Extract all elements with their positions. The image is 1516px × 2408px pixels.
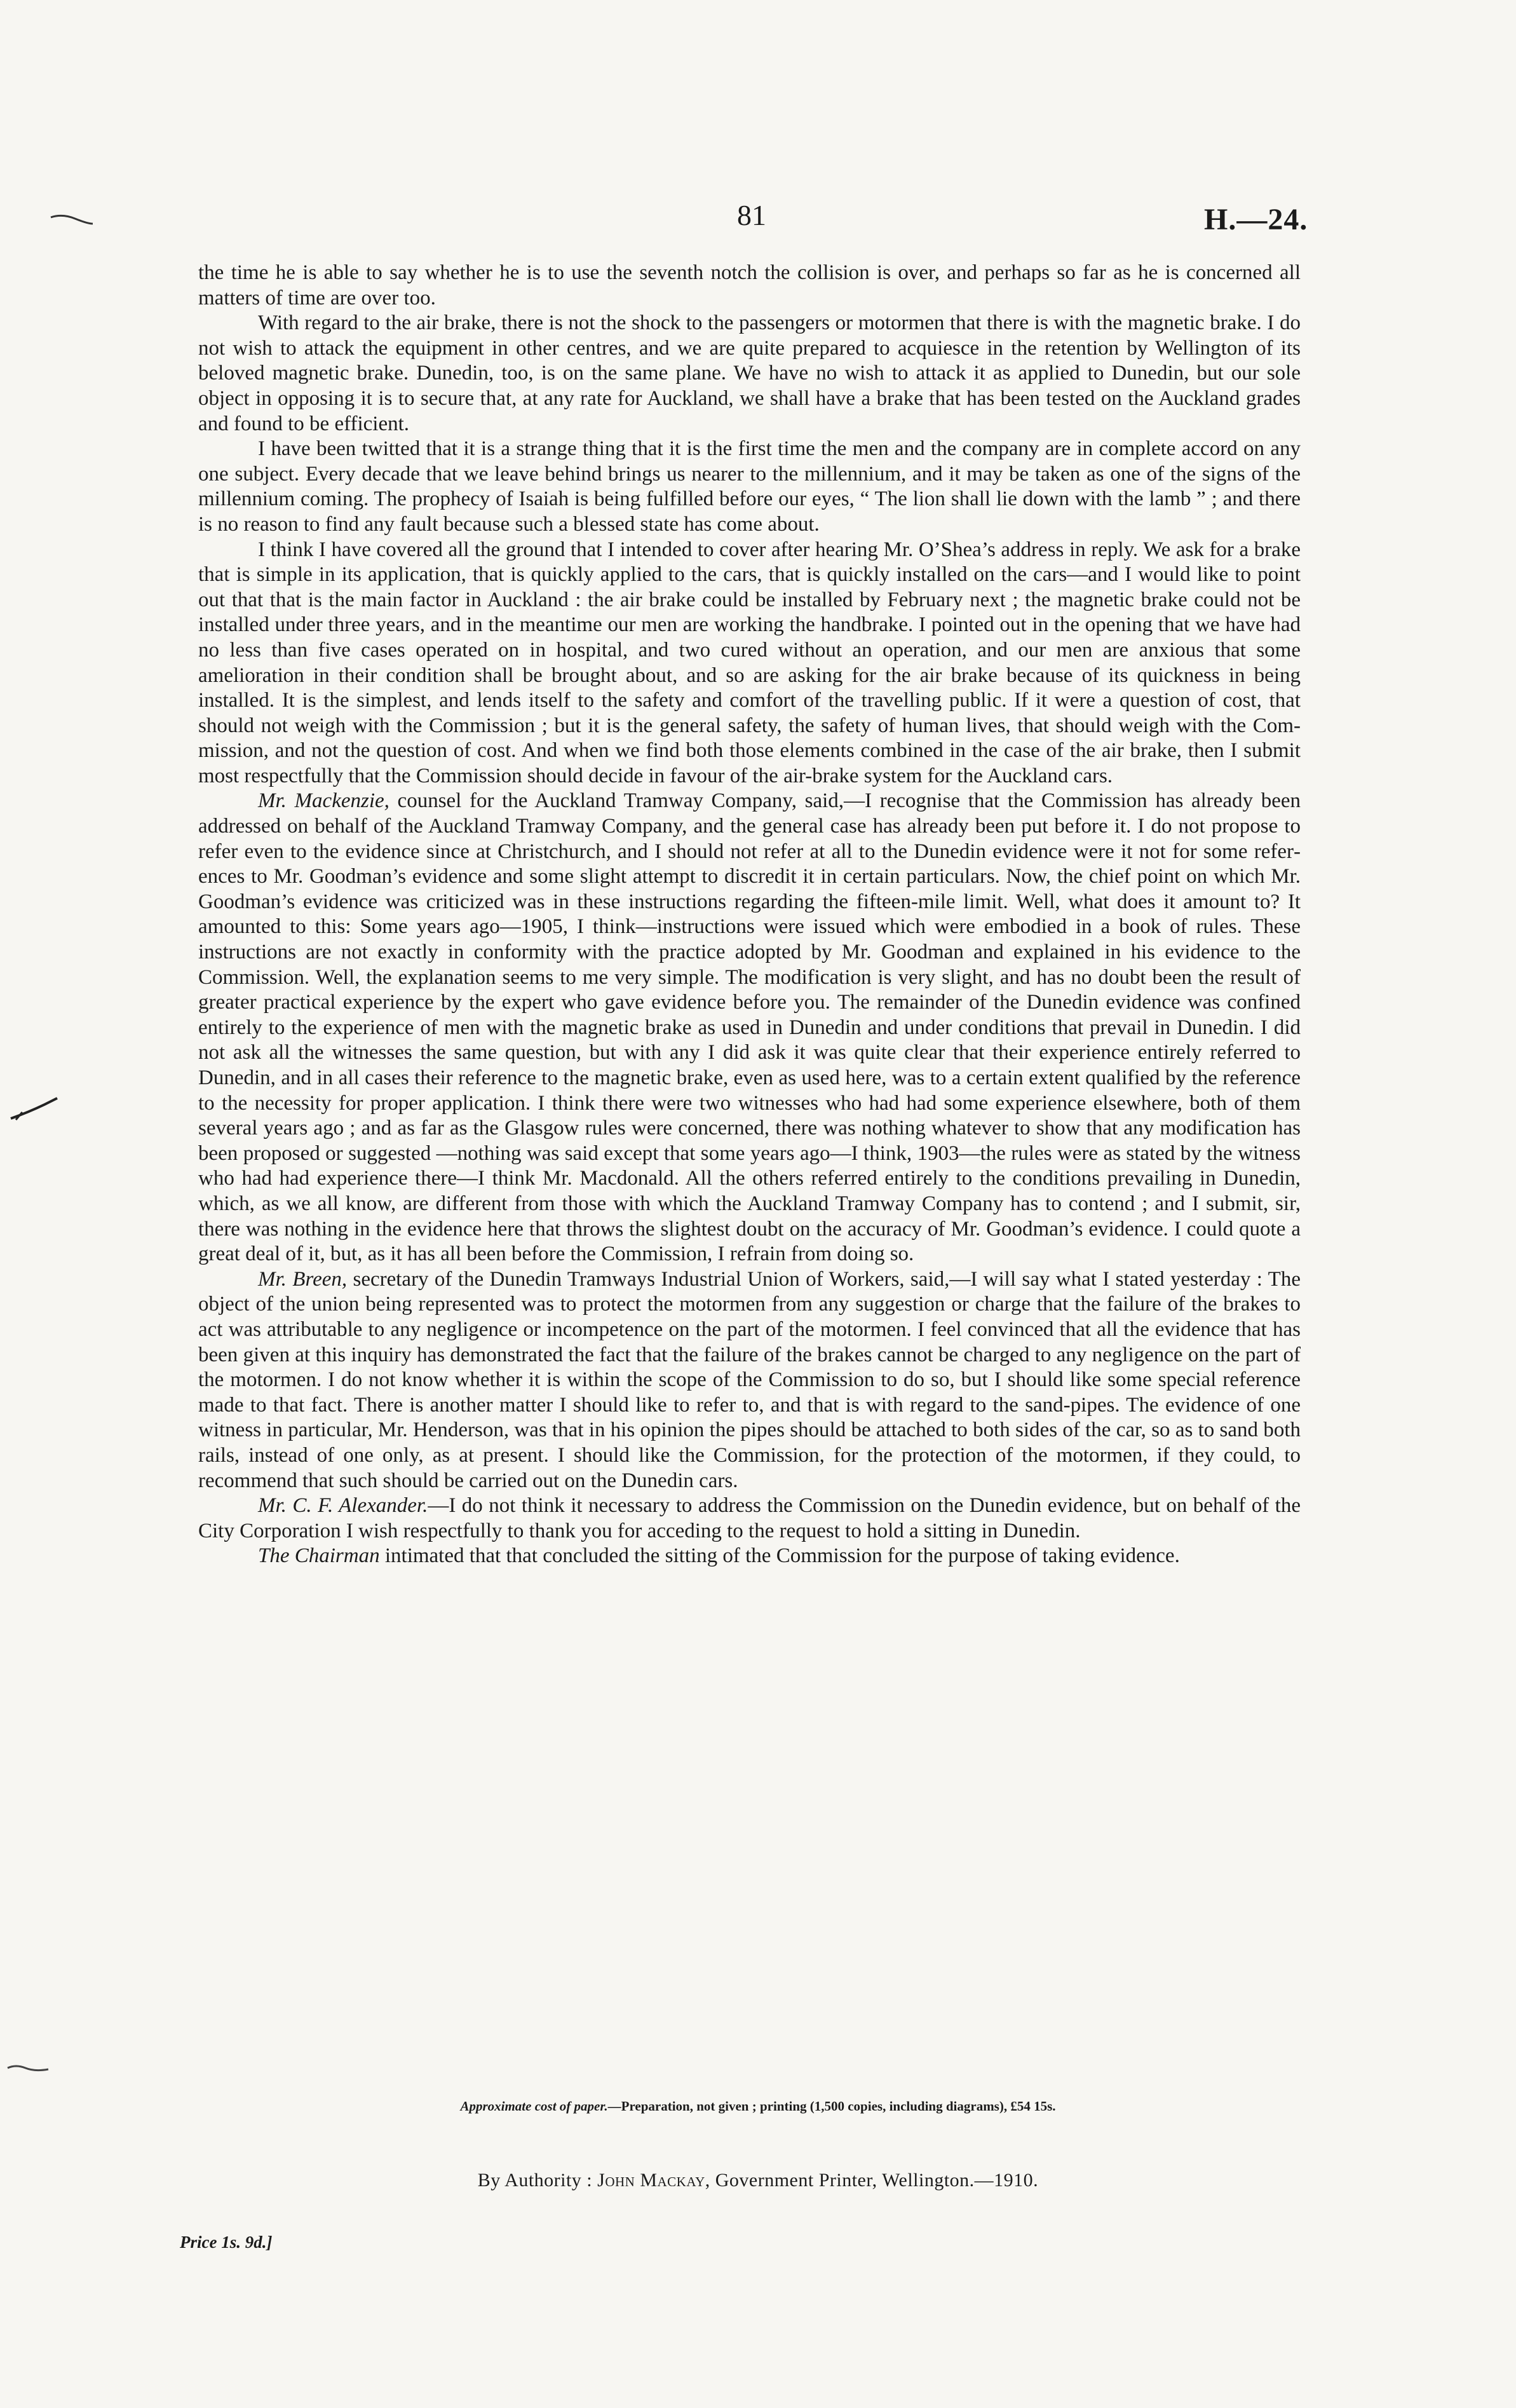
paragraph-breen <box>198 1267 1301 1493</box>
paragraph-alexander <box>198 1493 1301 1544</box>
cost-footnote <box>0 2098 1516 2114</box>
paragraph-chairman <box>198 1544 1301 1569</box>
speaker-name: Mr. Breen, <box>258 1267 348 1291</box>
printer-imprint <box>0 2170 1516 2191</box>
speaker-name: The Chairman <box>258 1544 380 1568</box>
paragraph-continuation: the time he is able to say whether he is to use the seventh notch the collision is over, and perhaps so far as he is concerned all matters of time are over too. <box>198 261 1301 310</box>
body-text <box>198 261 1301 1569</box>
paragraph-summary: I think I have covered all the ground that I intended to cover after hearing Mr. O’Shea’s address in reply. We ask for a brake that is simple in its application, that is quickly applied to the cars, that is quickly installed on the cars—and I would like to point out that that is the main factor in Auckland : the air brake could be installed by February next ; the magnetic brake could not be installed under three years, and in the meantime our men are working the handbrake. I pointed out in the opening that we have had no less than five cases operated on in hospital, and two cured without an operation, and our men are anxious that some amelioration in their condition shall be brought about, and so are asking for the air brake because of its quickness in being installed. It is the simplest, and lends itself to the safety and comfort of the travelling public. If it were a question of cost, that should not weigh with the Commission ; but it is the general safety, the safety of human lives, that should weigh with the Commission, and not the question of cost. And when we find both those elements combined in the case of the air brake, then I submit most respectfully that the Commission should decide in favour of the air-brake system for the Auckland cars. <box>198 538 1301 787</box>
paragraph-accord: I have been twitted that it is a strange thing that it is the first time the men and the company are in complete accord on any one subject. Every decade that we leave behind brings us nearer to the millennium, and it may be taken as one of the signs of the millennium coming. The prophecy of Isaiah is being fulfilled before our eyes, “ The lion shall lie down with the lamb ” ; and there is no reason to find any fault because such a blessed state has come about. <box>198 437 1301 536</box>
speech-text: counsel for the Auckland Tramway Company, said,—I recognise that the Commission has already been addressed on behalf of the Auckland Tramway Company, and the general case has already been put before it. I do not propose to refer even to the evidence since at Christchurch, and I should not refer at all to the Dunedin evidence were it not for some references to Mr. Goodman’s evidence and some slight attempt to discredit it in certain particulars. Now, the chief point on which Mr. Goodman’s evidence was criticized was in these instructions regarding the fifteen-mile limit. Well, what does it amount to? It amounted to this: Some years ago—1905, I think—instructions were issued which were embodied in a book of rules. These instructions are not exactly in conformity with the practice adopted by Mr. Goodman and explained in his evidence to the Commission. Well, the explanation seems to me very simple. The modification is very slight, and has no doubt been the result of greater practical experience by the expert who gave evidence before you. The remainder of the Dunedin evidence was confined entirely to the experience of men with the magnetic brake as used in Dunedin and under conditions that prevail in Dunedin. I did not ask all the witnesses the same question, but with any I did ask it was quite clear that their experience entirely referred to Dunedin, and in all cases their reference to the magnetic brake, even as used here, was to a certain extent qualified by the reference to the necessity for proper application. I think there were two witnesses who had had some experience elsewhere, both of them several years ago ; and as far as the Glasgow rules were concerned, there was nothing whatever to show that any modification has been proposed or suggested —nothing was said except that some years ago—I think, 1903—the rules were as stated by the witness who had had experience there—I think Mr. Macdonald. All the others referred entirely to the conditions prevailing in Dunedin, which, as we all know, are different from those with which the Auckland Tramway Company has to contend ; and I submit, sir, there was nothing in the evidence here that throws the slightest doubt on the accuracy of Mr. Goodman’s evidence. I could quote a great deal of it, but, as it has all been before the Commission, I refrain from doing so. <box>198 789 1301 1266</box>
speech-text: intimated that that concluded the sitting of the Commission for the purpose of taking evidence. <box>379 1544 1180 1568</box>
price-note: Price 1s. 9d.] <box>180 2233 273 2252</box>
paragraph-mackenzie <box>198 789 1301 1267</box>
page-number: 81 <box>737 199 766 231</box>
margin-mark-bottom <box>6 2059 51 2078</box>
imprint-suffix: , Government Printer, Wellington.—1910. <box>705 2170 1039 2191</box>
document-reference: H.—24. <box>1204 203 1308 236</box>
printer-name: John Mackay <box>597 2170 705 2191</box>
speech-text: secretary of the Dunedin Tramways Industrial Union of Workers, said,—I will say what I stated yesterday : The object of the union being represented was to protect the motormen from any suggestion or charge that the failure of the brakes to act was attributable to any negligence or incompetence on the part of the motormen. I feel convinced that all the evidence that has been given at this inquiry has demonstrated the fact that the failure of the brakes cannot be charged to any negligence on the part of the motormen. I do not know whether it is within the scope of the Commission to do so, but I should like some special reference made to that fact. There is another matter I should like to refer to, and that is with regard to the sand-pipes. The evidence of one witness in particular, Mr. Henderson, was that in his opinion the pipes should be attached to both sides of the car, so as to sand both rails, instead of one only, as at present. I should like the Commission, for the protection of the motormen, if they could, to recommend that such should be carried out on the Dunedin cars. <box>198 1267 1301 1492</box>
cost-text: —Preparation, not given ; printing (1,500 copies, including diagrams), £54 15s. <box>607 2098 1056 2114</box>
margin-mark-top <box>50 210 94 229</box>
paragraph-air-brake: With regard to the air brake, there is not the shock to the passengers or motormen that there is with the magnetic brake. I do not wish to attack the equipment in other centres, and we are quite prepared to acquiesce in the retention by Wellington of its beloved magnetic brake. Dunedin, too, is on the same plane. We have no wish to attack it as applied to Dunedin, but our sole object in opposing it is to secure that, at any rate for Auckland, we shall have a brake that has been tested on the Auckland grades and found to be efficient. <box>198 311 1301 435</box>
cost-label: Approximate cost of paper. <box>460 2098 608 2114</box>
speaker-name: Mr. C. F. Alexander. <box>258 1494 428 1518</box>
margin-mark-middle <box>10 1093 60 1125</box>
speech-text: —I do not think it necessary to address the Commission on the Dunedin evidence, but on behalf of the City Corporation I wish respectfully to thank you for acceding to the request to hold a sitting in Dunedin. <box>198 1494 1301 1542</box>
speaker-name: Mr. Mackenzie, <box>258 789 389 813</box>
imprint-prefix: By Authority : <box>477 2170 598 2191</box>
